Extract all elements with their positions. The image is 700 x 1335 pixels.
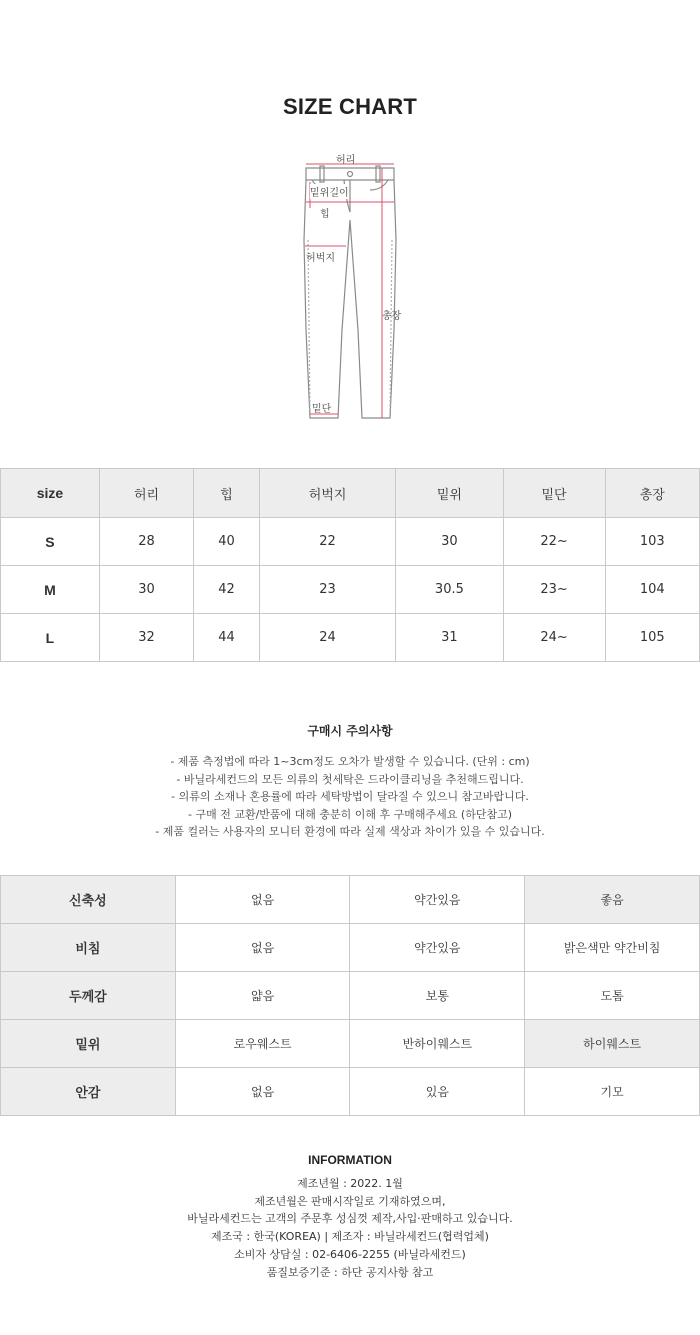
feature-option: 없음: [175, 924, 350, 972]
label-length: 총장: [382, 311, 402, 322]
cell: 30: [99, 566, 193, 614]
size-label: M: [1, 566, 100, 614]
cell: 40: [194, 518, 260, 566]
cell: 44: [194, 614, 260, 662]
cell: 28: [99, 518, 193, 566]
info-line: 품질보증기준 : 하단 공지사항 참고: [266, 1265, 434, 1279]
pants-diagram: [290, 150, 410, 430]
header-size: size: [1, 469, 100, 518]
feature-name: 안감: [1, 1068, 176, 1116]
feature-option: 좋음: [525, 876, 700, 924]
cell: 103: [605, 518, 699, 566]
header-length: 총장: [605, 469, 699, 518]
cell: 104: [605, 566, 699, 614]
info-line: 바닐라세컨드는 고객의 주문후 성심껏 제작,사입·판매하고 있습니다.: [187, 1212, 513, 1226]
feature-row: [1, 924, 700, 972]
feature-name: 비침: [1, 924, 176, 972]
label-hem: 밑단: [312, 404, 332, 415]
purchase-notice: [0, 722, 700, 841]
feature-option: 약간있음: [350, 924, 525, 972]
feature-row: [1, 876, 700, 924]
feature-row: [1, 1068, 700, 1116]
cell: 32: [99, 614, 193, 662]
feature-option: 로우웨스트: [175, 1020, 350, 1068]
cell: 24: [259, 614, 396, 662]
info-line: 제조국 : 한국(KOREA) | 제조자 : 바닐라세컨드(협력업체): [211, 1230, 489, 1244]
label-hip: 힙: [320, 209, 330, 220]
page-title: SIZE CHART: [283, 94, 417, 119]
feature-option: 얇음: [175, 972, 350, 1020]
cell: 22: [259, 518, 396, 566]
feature-option: 없음: [175, 876, 350, 924]
cell: 42: [194, 566, 260, 614]
size-table: [0, 468, 700, 662]
notice-line: - 바닐라세컨드의 모든 의류의 첫세탁은 드라이클리닝을 추천해드립니다.: [176, 772, 524, 786]
label-waist: 허리: [336, 155, 356, 166]
pants-illustration: [290, 150, 410, 430]
table-row: [1, 566, 700, 614]
feature-name: 신축성: [1, 876, 176, 924]
header-thigh: 허벅지: [259, 469, 396, 518]
feature-option: 도톰: [525, 972, 700, 1020]
feature-row: [1, 972, 700, 1020]
header-waist: 허리: [99, 469, 193, 518]
notice-line: - 의류의 소재나 혼용률에 따라 세탁방법이 달라질 수 있으니 참고바랍니다.: [171, 790, 529, 804]
cell: 30.5: [396, 566, 503, 614]
information-section: [0, 1153, 700, 1281]
notice-line: - 제품 컬러는 사용자의 모니터 환경에 따라 실제 색상과 차이가 있을 수 있습니다.: [155, 825, 545, 839]
feature-option: 보통: [350, 972, 525, 1020]
feature-option: 반하이웨스트: [350, 1020, 525, 1068]
table-row: [1, 614, 700, 662]
notice-line: - 제품 측정법에 따라 1~3cm정도 오차가 발생할 수 있습니다. (단위 : cm): [170, 755, 530, 768]
header-hip: 힙: [194, 469, 260, 518]
feature-table: [0, 875, 700, 1116]
size-table-header: [1, 469, 700, 518]
header-rise: 밑위: [396, 469, 503, 518]
notice-title: 구매시 주의사항: [307, 724, 393, 738]
table-row: [1, 518, 700, 566]
cell: 23: [259, 566, 396, 614]
size-label: L: [1, 614, 100, 662]
info-line: 제조년월은 판매시작일로 기재하였으며,: [254, 1194, 446, 1208]
cell: 30: [396, 518, 503, 566]
information-title: INFORMATION: [308, 1153, 392, 1167]
header-hem: 밑단: [503, 469, 605, 518]
feature-option: 약간있음: [350, 876, 525, 924]
feature-row: [1, 1020, 700, 1068]
feature-option: 없음: [175, 1068, 350, 1116]
cell: 31: [396, 614, 503, 662]
cell: 23~: [503, 566, 605, 614]
feature-option: 하이웨스트: [525, 1020, 700, 1068]
cell: 105: [605, 614, 699, 662]
notice-line: - 구매 전 교환/반품에 대해 충분히 이해 후 구매해주세요 (하단참고): [187, 807, 512, 821]
info-line: 소비자 상담실 : 02-6406-2255 (바닐라세컨드): [234, 1247, 466, 1261]
feature-name: 두께감: [1, 972, 176, 1020]
size-label: S: [1, 518, 100, 566]
cell: 24~: [503, 614, 605, 662]
cell: 22~: [503, 518, 605, 566]
feature-option: 기모: [525, 1068, 700, 1116]
feature-option: 있음: [350, 1068, 525, 1116]
feature-option: 밝은색만 약간비침: [525, 924, 700, 972]
label-thigh: 허벅지: [306, 253, 335, 264]
label-rise: 밑위길이: [310, 184, 349, 199]
info-line: 제조년월 : 2022. 1월: [297, 1177, 403, 1190]
feature-name: 밑위: [1, 1020, 176, 1068]
